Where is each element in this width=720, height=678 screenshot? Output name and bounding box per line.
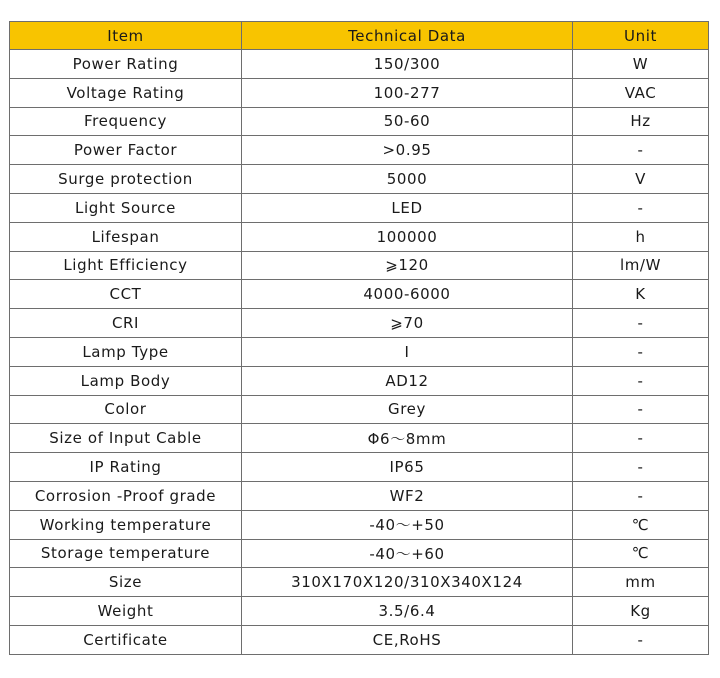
table-row	[10, 50, 709, 79]
cell-item: CCT	[10, 280, 242, 309]
cell-item: Corrosion -Proof grade	[10, 481, 242, 510]
cell-item: Weight	[10, 597, 242, 626]
table-row	[10, 424, 709, 453]
table-row	[10, 280, 709, 309]
cell-technical-data: LED	[242, 193, 573, 222]
cell-item: CRI	[10, 309, 242, 338]
cell-technical-data: I	[242, 337, 573, 366]
cell-unit: -	[573, 337, 709, 366]
cell-technical-data: AD12	[242, 366, 573, 395]
table-row	[10, 251, 709, 280]
cell-unit: VAC	[573, 78, 709, 107]
header-unit: Unit	[573, 22, 709, 50]
cell-item: Working temperature	[10, 510, 242, 539]
cell-technical-data: Grey	[242, 395, 573, 424]
table-row	[10, 136, 709, 165]
cell-unit: -	[573, 366, 709, 395]
cell-unit: -	[573, 424, 709, 453]
cell-unit: -	[573, 453, 709, 482]
header-row	[10, 22, 709, 50]
table-row	[10, 568, 709, 597]
table-row	[10, 78, 709, 107]
table-row	[10, 337, 709, 366]
cell-unit: h	[573, 222, 709, 251]
cell-technical-data: 150/300	[242, 50, 573, 79]
table-row	[10, 165, 709, 194]
table-row	[10, 510, 709, 539]
cell-unit: V	[573, 165, 709, 194]
table-row	[10, 625, 709, 654]
table-row	[10, 222, 709, 251]
cell-item: Size of Input Cable	[10, 424, 242, 453]
cell-item: IP Rating	[10, 453, 242, 482]
cell-item: Lamp Body	[10, 366, 242, 395]
cell-technical-data: 310X170X120/310X340X124	[242, 568, 573, 597]
cell-technical-data: ⩾120	[242, 251, 573, 280]
table-row	[10, 193, 709, 222]
cell-technical-data: IP65	[242, 453, 573, 482]
cell-technical-data: -40～+60	[242, 539, 573, 568]
cell-unit: ℃	[573, 539, 709, 568]
cell-unit: -	[573, 136, 709, 165]
cell-item: Certificate	[10, 625, 242, 654]
header-technical-data: Technical Data	[242, 22, 573, 50]
cell-item: Frequency	[10, 107, 242, 136]
cell-technical-data: -40～+50	[242, 510, 573, 539]
table-row	[10, 481, 709, 510]
table-row	[10, 107, 709, 136]
cell-unit: mm	[573, 568, 709, 597]
cell-item: Power Rating	[10, 50, 242, 79]
cell-item: Voltage Rating	[10, 78, 242, 107]
cell-technical-data: 3.5/6.4	[242, 597, 573, 626]
cell-unit: ℃	[573, 510, 709, 539]
cell-item: Lifespan	[10, 222, 242, 251]
cell-technical-data: 100-277	[242, 78, 573, 107]
table-row	[10, 597, 709, 626]
cell-unit: K	[573, 280, 709, 309]
cell-item: Storage temperature	[10, 539, 242, 568]
table-body	[10, 50, 709, 655]
table-row	[10, 366, 709, 395]
cell-item: Color	[10, 395, 242, 424]
cell-technical-data: WF2	[242, 481, 573, 510]
cell-item: Surge protection	[10, 165, 242, 194]
cell-technical-data: >0.95	[242, 136, 573, 165]
cell-item: Light Source	[10, 193, 242, 222]
cell-technical-data: CE,RoHS	[242, 625, 573, 654]
table-row	[10, 395, 709, 424]
cell-item: Lamp Type	[10, 337, 242, 366]
table-header	[10, 22, 709, 50]
cell-technical-data: 50-60	[242, 107, 573, 136]
cell-technical-data: 100000	[242, 222, 573, 251]
cell-unit: -	[573, 309, 709, 338]
cell-item: Size	[10, 568, 242, 597]
cell-unit: -	[573, 193, 709, 222]
cell-item: Power Factor	[10, 136, 242, 165]
cell-unit: -	[573, 625, 709, 654]
cell-technical-data: ⩾70	[242, 309, 573, 338]
cell-technical-data: 4000-6000	[242, 280, 573, 309]
cell-technical-data: 5000	[242, 165, 573, 194]
table-row	[10, 539, 709, 568]
cell-unit: -	[573, 395, 709, 424]
spec-table	[9, 21, 709, 655]
cell-unit: -	[573, 481, 709, 510]
table-row	[10, 453, 709, 482]
table-row	[10, 309, 709, 338]
cell-item: Light Efficiency	[10, 251, 242, 280]
cell-unit: lm/W	[573, 251, 709, 280]
header-item: Item	[10, 22, 242, 50]
cell-unit: W	[573, 50, 709, 79]
cell-technical-data: Φ6～8mm	[242, 424, 573, 453]
cell-unit: Hz	[573, 107, 709, 136]
cell-unit: Kg	[573, 597, 709, 626]
